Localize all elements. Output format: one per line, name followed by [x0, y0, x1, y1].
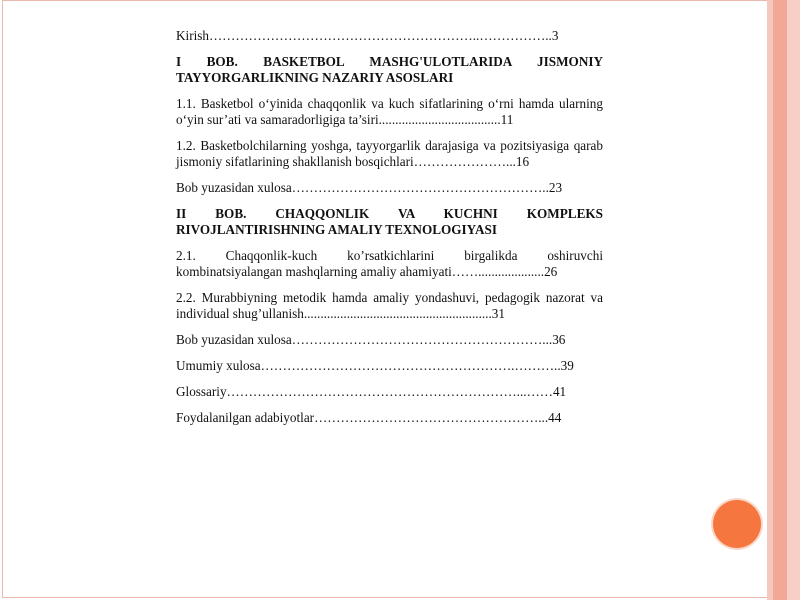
orange-circle-decoration [713, 500, 761, 548]
toc-entry-chapter-1-summary: Bob yuzasidan xulosa…………………………………………………..23 [176, 180, 563, 195]
toc-entry-2-1: 2.1. Chaqqonlik-kuch ko’rsatkichlarini birgalikda oshiruvchi kombinatsiyalangan mashqlarning amaliy ahamiyati……....................26 [176, 248, 603, 279]
toc-entry-2-2: 2.2. Murabbiyning metodik hamda amaliy yondashuvi, pedagogik nazorat va individual shug’ullanish.........................................................31 [176, 290, 603, 321]
toc-entry-chapter-2-summary: Bob yuzasidan xulosa…………………………………………………...36 [176, 332, 566, 347]
toc-entry-umumiy-xulosa: Umumiy xulosa………………………………………………….………..39 [176, 358, 574, 373]
right-stripe [773, 0, 787, 600]
right-stripe-outer [787, 0, 800, 600]
toc-entry-kirish: Kirish……………………………………………………..……………..3 [176, 28, 559, 43]
toc-entry-glossariy: Glossariy…………………………………………………………...……41 [176, 384, 567, 399]
toc-entry-adabiyotlar: Foydalanilgan adabiyotlar……………………………………………...44 [176, 410, 562, 425]
toc-entry-1-2: 1.2. Basketbolchilarning yoshga, tayyorgarlik darajasiga va pozitsiyasiga qarab jismoniy sifatlarining shakllanish bosqichlari…………………...16 [176, 138, 603, 169]
chapter-1-title: I BOB. BASKETBOL MASHG'ULOTLARIDA JISMONIY TAYYORGARLIKNING NAZARIY ASOSLARI [176, 54, 603, 85]
chapter-2-title: II BOB. CHAQQONLIK VA KUCHNI KOMPLEKS RIVOJLANTIRISHNING AMALIY TEXNOLOGIYASI [176, 206, 603, 237]
toc-entry-1-1: 1.1. Basketbol o‘yinida chaqqonlik va kuch sifatlarining o‘rni hamda ularning o‘yin sur’ati va samaradorligiga ta’siri.....................................11 [176, 96, 603, 127]
table-of-contents [176, 28, 603, 436]
